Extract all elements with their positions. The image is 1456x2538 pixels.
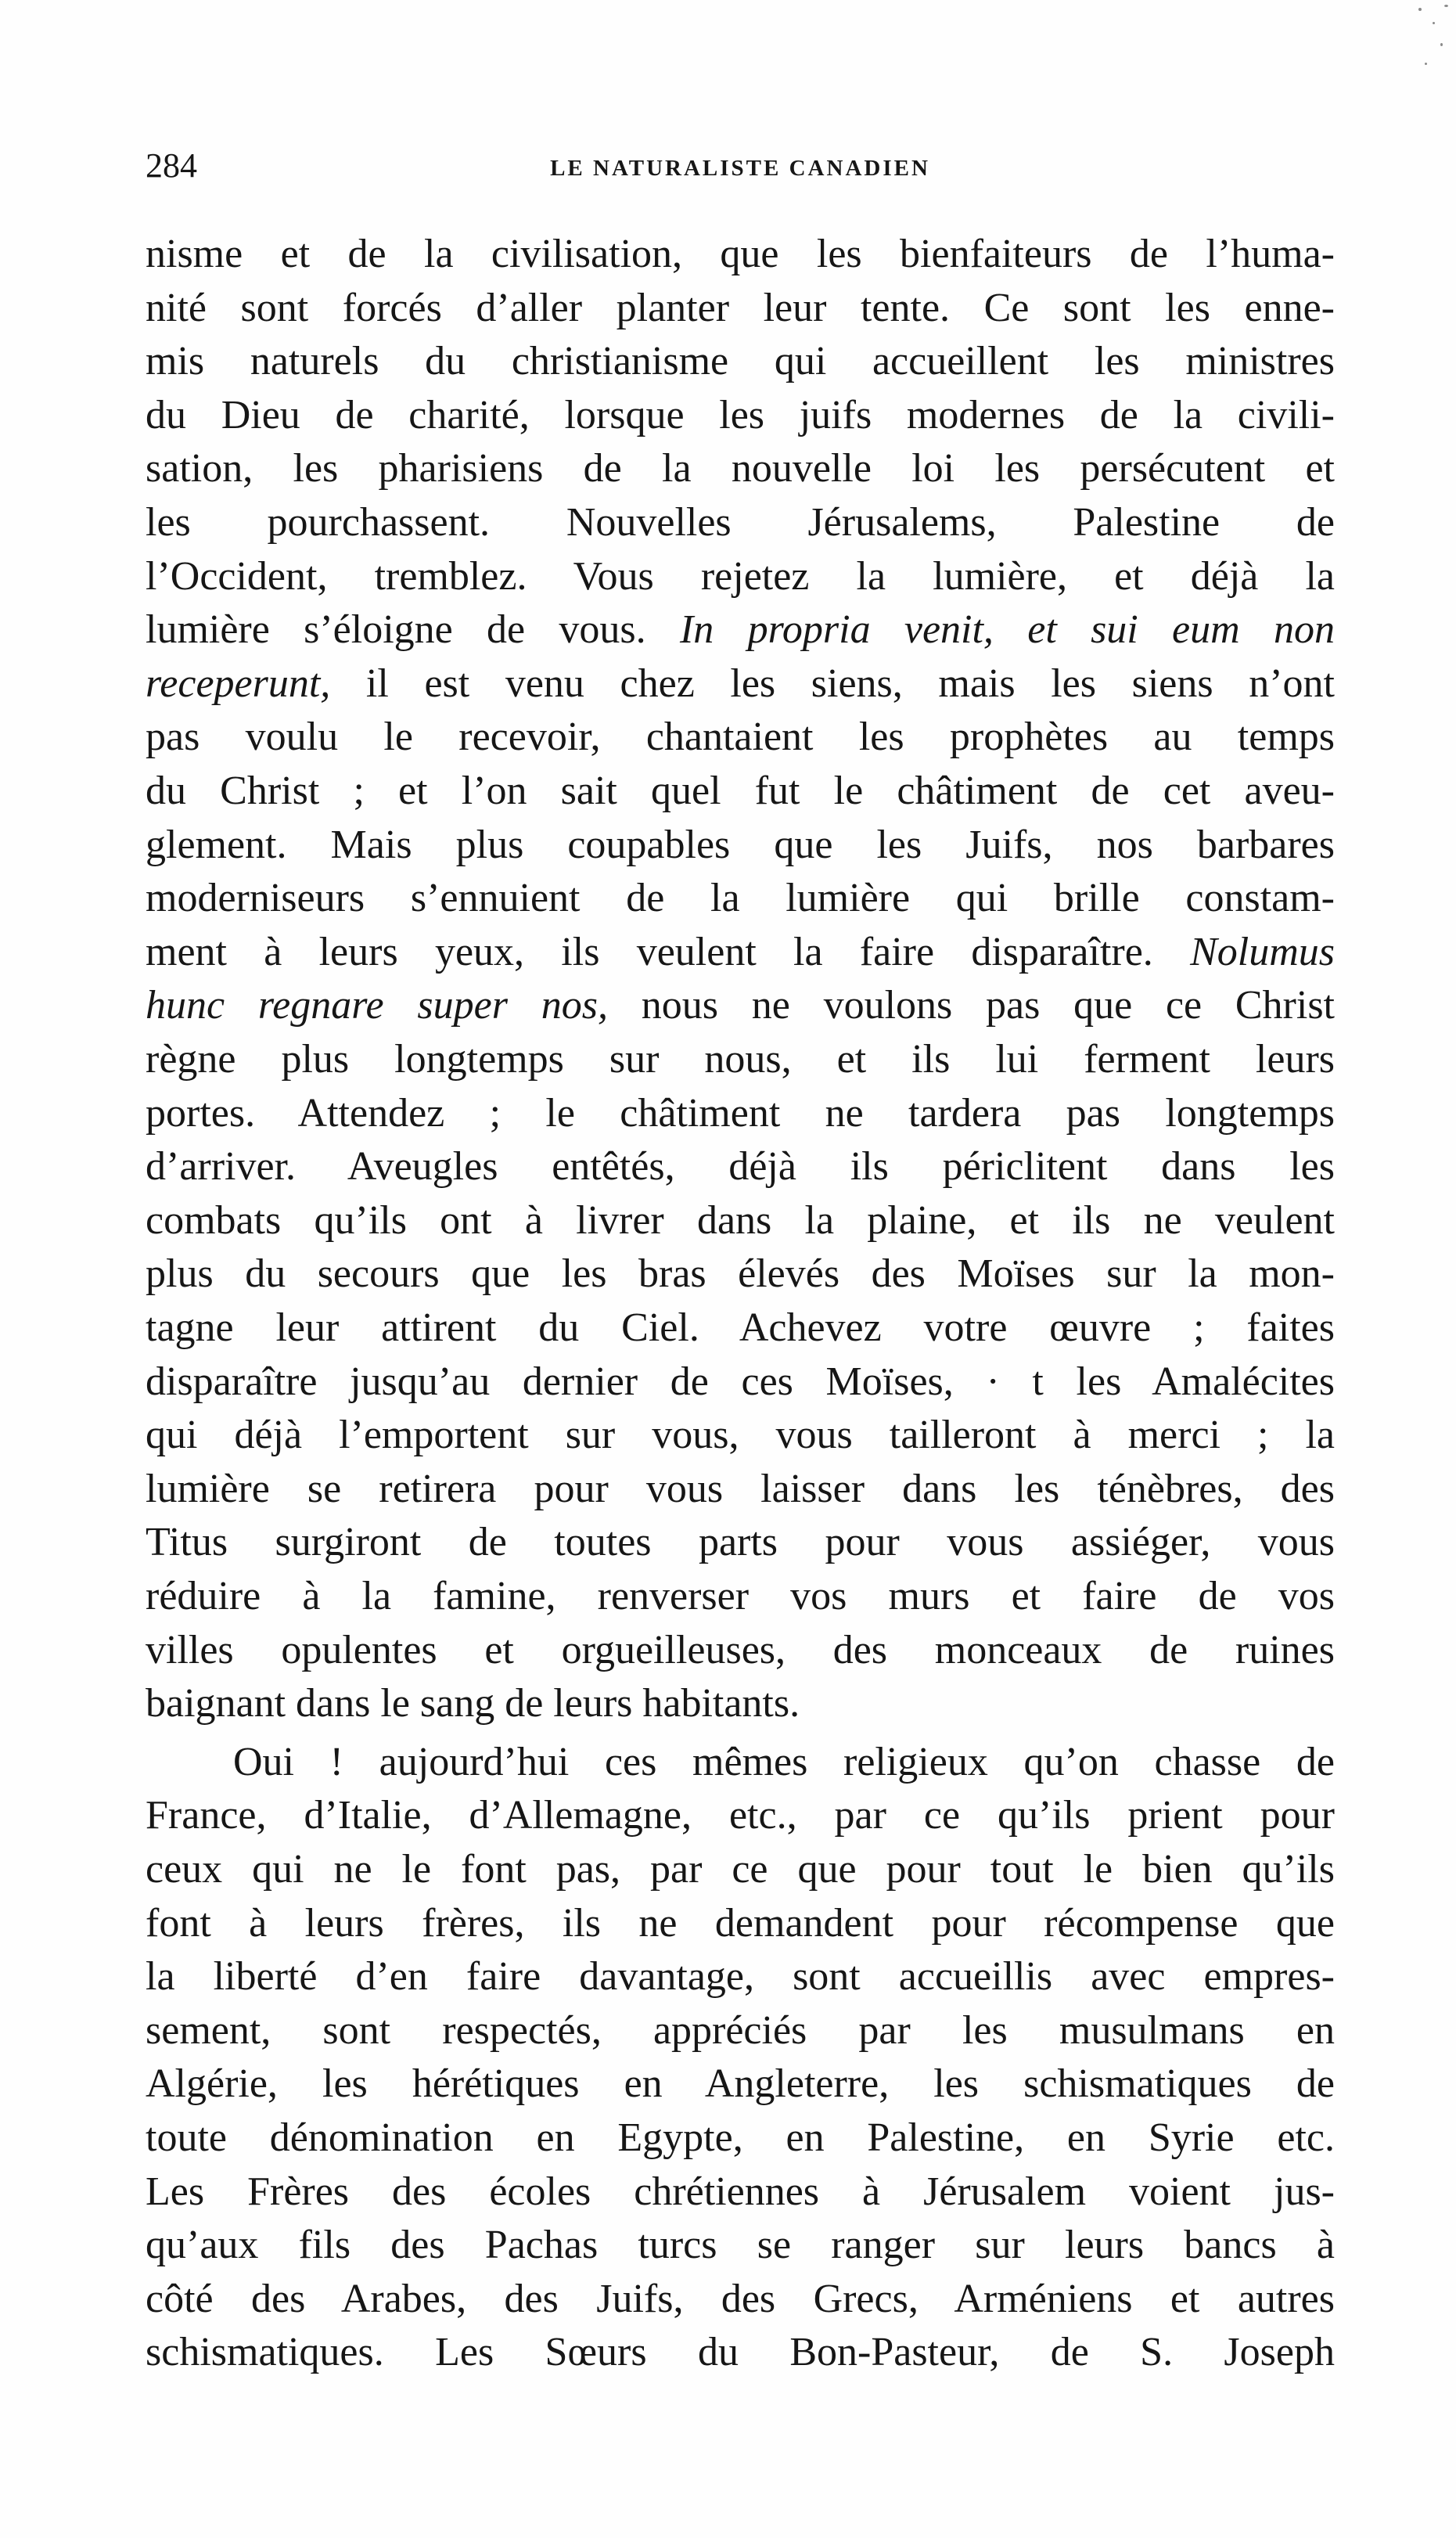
text-run: la liberté d’en faire davantage, sont accueillis avec empres-: [146, 1954, 1335, 2000]
text-line: [146, 2003, 1335, 2058]
text-run: mis naturels du christianisme qui accueillent les ministres: [146, 339, 1335, 384]
text-run: Titus surgiront de toutes parts pour vous assiéger, vous: [146, 1520, 1335, 1565]
page-number: 284: [146, 146, 197, 185]
text-run: nisme et de la civilisation, que les bienfaiteurs de l’huma-: [146, 232, 1335, 276]
scan-specks: [1401, 0, 1456, 94]
text-run: il est venu chez les siens, mais les siens n’ont: [330, 661, 1335, 706]
text-line: [146, 1515, 1335, 1570]
text-line: [146, 1623, 1335, 1678]
text-line: [233, 1735, 1335, 1790]
text-line: [146, 1842, 1335, 1897]
text-run: France, d’Italie, d’Allemagne, etc., par ce qu’ils prient pour: [146, 1793, 1335, 1838]
text-run: portes. Attendez ; le châtiment ne tardera pas longtemps: [146, 1090, 1335, 1136]
text-run: du Dieu de charité, lorsque les juifs modernes de la civili-: [146, 392, 1335, 437]
text-run: qui déjà l’emportent sur vous, vous tailleront à merci ; la: [146, 1413, 1335, 1458]
text-run: d’arriver. Aveugles entêtés, déjà ils périclitent dans les: [146, 1144, 1335, 1190]
text-run: réduire à la famine, renverser vos murs et faire de vos: [146, 1574, 1335, 1618]
text-line: [146, 549, 1335, 604]
text-run: Les Frères des écoles chrétiennes à Jérusalem voient jus-: [146, 2169, 1335, 2214]
text-run: villes opulentes et orgueilleuses, des monceaux de ruines: [146, 1627, 1335, 1672]
text-line: [146, 1949, 1335, 2004]
text-line: [146, 441, 1335, 496]
text-run: sement, sont respectés, appréciés par les musulmans en: [146, 2007, 1335, 2053]
text-line: [146, 1247, 1335, 1301]
text-line: [146, 1086, 1335, 1141]
text-line: [146, 1032, 1335, 1087]
text-run: pas voulu le recevoir, chantaient les prophètes au temps: [146, 715, 1335, 760]
text-line: [146, 710, 1335, 765]
italic-latin-phrase: Nolumus: [1190, 929, 1335, 974]
text-run: toute dénomination en Egypte, en Palestine, en Syrie etc.: [146, 2115, 1335, 2160]
text-run: les pourchassent. Nouvelles Jérusalems, Palestine de: [146, 500, 1335, 545]
italic-latin-phrase: hunc regnare super nos,: [146, 983, 608, 1028]
text-line: [146, 1676, 1335, 1731]
text-run: disparaître jusqu’au dernier de ces Moïses, · t les Amalécites: [146, 1359, 1335, 1404]
text-run: nité sont forcés d’aller planter leur tente. Ce sont les enne-: [146, 285, 1335, 330]
text-line: [146, 1569, 1335, 1624]
text-line: [146, 1462, 1335, 1517]
text-line: [146, 764, 1335, 819]
text-line: [146, 2325, 1335, 2380]
text-run: lumière se retirera pour vous laisser dans les ténèbres, des: [146, 1466, 1335, 1511]
text-run: du Christ ; et l’on sait quel fut le châtiment de cet aveu-: [146, 769, 1335, 813]
text-line: [146, 1193, 1335, 1248]
text-line: [146, 1408, 1335, 1463]
text-run: sation, les pharisiens de la nouvelle loi les persécutent et: [146, 446, 1335, 491]
text-run: Algérie, les hérétiques en Angleterre, les schismatiques de: [146, 2061, 1335, 2107]
text-run: tagne leur attirent du Ciel. Achevez votre œuvre ; faites: [146, 1305, 1335, 1350]
text-line: [146, 1788, 1335, 1843]
text-line: [146, 281, 1335, 336]
text-line: [146, 495, 1335, 550]
text-run: baignant dans le sang de leurs habitants.: [146, 1681, 800, 1726]
text-line: [146, 2218, 1335, 2273]
scan-speck: [1444, 5, 1448, 7]
text-line: [146, 2165, 1335, 2219]
text-line: [146, 334, 1335, 389]
text-line: [146, 1139, 1335, 1194]
text-line: [146, 1896, 1335, 1951]
text-run: plus du secours que les bras élevés des Moïses sur la mon-: [146, 1251, 1335, 1297]
text-run: moderniseurs s’ennuient de la lumière qui brille constam-: [146, 876, 1335, 921]
text-line: [146, 1355, 1335, 1409]
italic-latin-phrase: receperunt,: [146, 661, 331, 706]
scan-speck: [1418, 8, 1422, 11]
text-run: côté des Arabes, des Juifs, des Grecs, Arméniens et autres: [146, 2276, 1335, 2321]
text-line: [146, 871, 1335, 926]
text-line: [146, 2111, 1335, 2165]
text-line: [146, 1301, 1335, 1355]
running-title: LE NATURALISTE CANADIEN: [550, 156, 930, 181]
text-run: règne plus longtemps sur nous, et ils lui ferment leurs: [146, 1037, 1335, 1082]
text-line: [146, 603, 1335, 657]
text-run: lumière s’éloigne de vous.: [146, 607, 680, 653]
text-line: [146, 978, 1335, 1033]
scan-speck: [1433, 22, 1435, 24]
text-run: l’Occident, tremblez. Vous rejetez la lumière, et déjà la: [146, 553, 1335, 599]
italic-latin-phrase: In propria venit, et sui eum non: [679, 607, 1335, 653]
text-run: nous ne voulons pas que ce Christ: [607, 983, 1335, 1028]
text-run: Oui ! aujourd’hui ces mêmes religieux qu’on chasse de: [233, 1739, 1335, 1784]
scan-speck: [1425, 63, 1427, 65]
text-line: [146, 227, 1335, 282]
text-run: schismatiques. Les Sœurs du Bon-Pasteur, de S. Joseph: [146, 2330, 1335, 2375]
text-line: [146, 388, 1335, 443]
scan-speck: [1440, 43, 1443, 46]
text-line: [146, 2272, 1335, 2327]
text-line: [146, 2057, 1335, 2111]
text-run: qu’aux fils des Pachas turcs se ranger sur leurs bancs à: [146, 2223, 1335, 2268]
text-run: ment à leurs yeux, ils veulent la faire disparaître.: [146, 929, 1191, 974]
text-line: [146, 657, 1335, 711]
text-line: [146, 818, 1335, 873]
text-run: glement. Mais plus coupables que les Juifs, nos barbares: [146, 822, 1335, 867]
page-header: [146, 142, 1335, 197]
text-line: [146, 925, 1335, 980]
text-run: ceux qui ne le font pas, par ce que pour tout le bien qu’ils: [146, 1847, 1335, 1892]
text-run: combats qu’ils ont à livrer dans la plaine, et ils ne veulent: [146, 1197, 1335, 1243]
text-run: font à leurs frères, ils ne demandent pour récompense que: [146, 1900, 1335, 1946]
